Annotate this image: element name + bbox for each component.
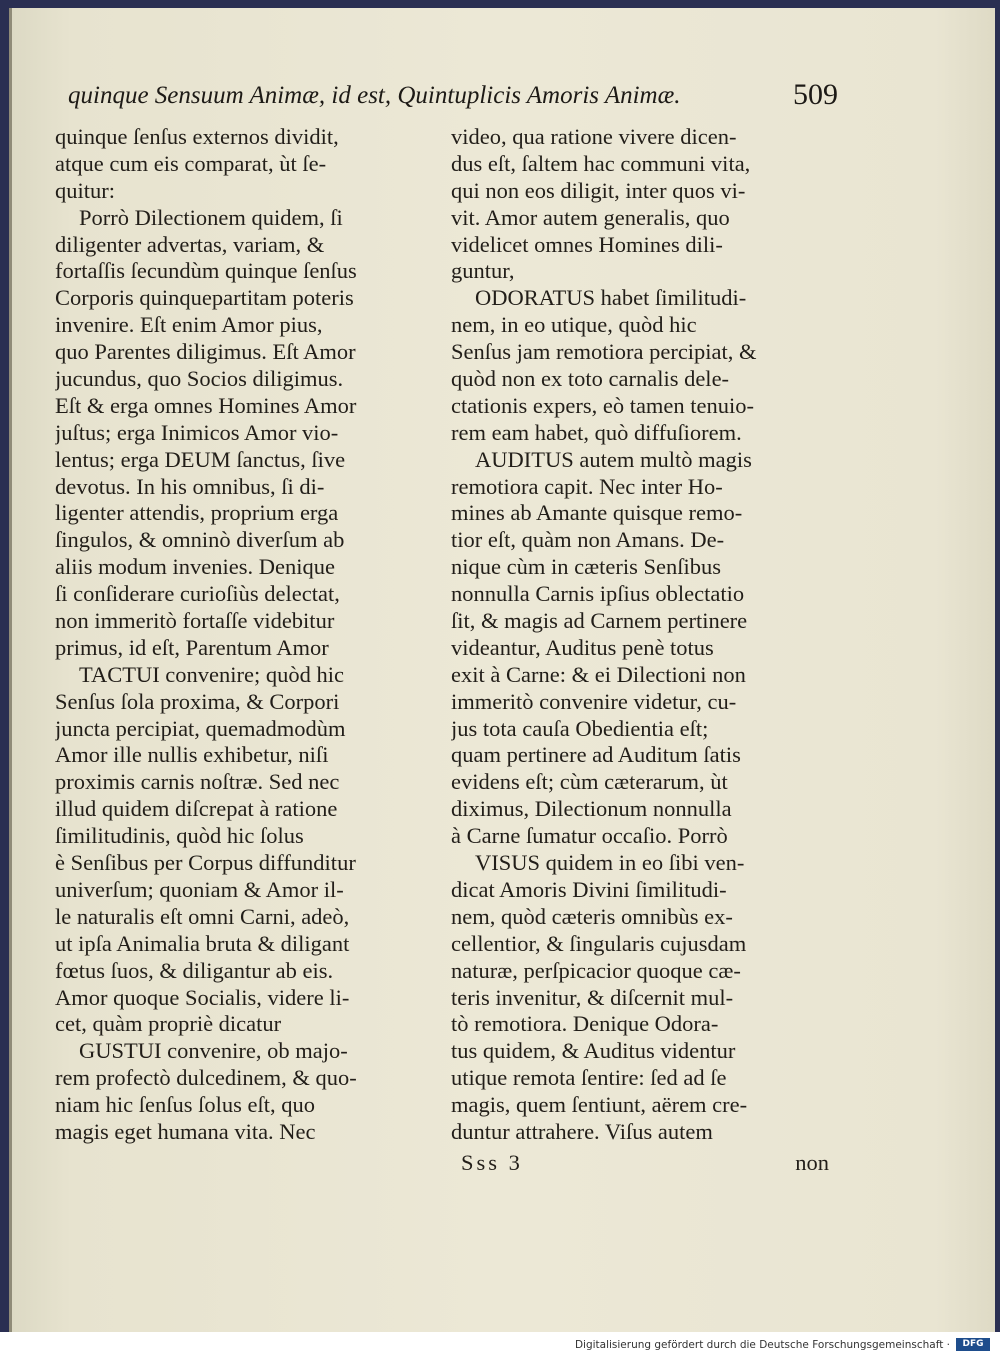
- left-column-line: devotus. In his omnibus, ſi di-: [55, 473, 325, 499]
- right-column-line: rem eam habet, quò diffuſiorem.: [451, 419, 742, 445]
- right-column-line: nem, in eo utique, quòd hic: [451, 312, 697, 338]
- left-column-line: Eſt & erga omnes Homines Amor: [55, 392, 357, 418]
- left-column-line: ligenter attendis, proprium erga: [55, 500, 339, 526]
- left-column-line: è Senſibus per Corpus diffunditur: [55, 850, 356, 876]
- right-column-line: dus eſt, ſaltem hac communi vita,: [451, 150, 751, 176]
- right-column-line: nem, quòd cæteris omnibùs ex-: [451, 903, 733, 929]
- right-column-line: AUDITUS autem multò magis: [475, 446, 752, 472]
- right-column-line: jus tota cauſa Obedientia eſt;: [451, 715, 709, 741]
- left-column-line: illud quidem diſcrepat à ratione: [55, 796, 338, 822]
- left-column-line: fortaſſis ſecundùm quinque ſenſus: [55, 258, 357, 284]
- left-column-line: magis eget humana vita. Nec: [55, 1118, 316, 1144]
- left-column-line: ſi conſiderare curioſiùs delectat,: [55, 581, 340, 607]
- left-column-line: juncta percipiat, quemadmodùm: [55, 715, 346, 741]
- right-column-line: nonnulla Carnis ipſius oblectatio: [451, 581, 745, 607]
- left-column-line: ſingulos, & omninò diverſum ab: [55, 527, 345, 553]
- right-column-line: naturæ, perſpicacior quoque cæ-: [451, 957, 741, 983]
- left-column-line: non immeritò fortaſſe videbitur: [55, 608, 335, 634]
- left-column-line: fœtus ſuos, & diligantur ab eis.: [55, 957, 334, 983]
- right-column-line: ODORATUS habet ſimilitudi-: [475, 285, 747, 311]
- left-column-line: rem profectò dulcedinem, & quo-: [55, 1065, 357, 1091]
- left-column-line: invenire. Eſt enim Amor pius,: [55, 312, 323, 338]
- right-column-line: duntur attrahere. Viſus autem: [451, 1118, 713, 1144]
- left-column-line: quo Parentes diligimus. Eſt Amor: [55, 339, 356, 365]
- left-column-line: niam hic ſenſus ſolus eſt, quo: [55, 1092, 315, 1118]
- right-column-line: ſit, & magis ad Carnem pertinere: [451, 608, 748, 634]
- left-column-line: quitur:: [55, 177, 115, 203]
- credit-text: Digitalisierung gefördert durch die Deutsche Forschungsgemeinschaft ·: [574, 1339, 950, 1351]
- right-column-line: evidens eſt; cùm cæterarum, ùt: [451, 769, 728, 795]
- right-column-line: dicat Amoris Divini ſimilitudi-: [451, 876, 727, 902]
- left-column-line: juſtus; erga Inimicos Amor vio-: [55, 419, 339, 445]
- signature-mark: Sss 3: [461, 1150, 523, 1175]
- right-column-line: videantur, Auditus penè totus: [451, 634, 714, 660]
- left-column-line: aliis modum invenies. Denique: [55, 554, 335, 580]
- left-column-line: Amor ille nullis exhibetur, niſi: [55, 742, 329, 768]
- left-column-line: GUSTUI convenire, ob majo-: [79, 1038, 348, 1064]
- right-column-line: immeritò convenire videtur, cu-: [451, 688, 737, 714]
- right-column-line: qui non eos diligit, inter quos vi-: [451, 177, 746, 203]
- left-column-line: ut ipſa Animalia bruta & diligant: [55, 930, 350, 956]
- right-text-column: [451, 124, 837, 1146]
- right-column-line: mines ab Amante quisque remo-: [451, 500, 743, 526]
- left-column-line: Amor quoque Socialis, videre li-: [55, 984, 350, 1010]
- left-column-line: cet, quàm propriè dicatur: [55, 1011, 282, 1037]
- running-head: [68, 78, 838, 122]
- right-column-line: quam pertinere ad Auditum ſatis: [451, 742, 741, 768]
- right-column-line: magis, quem ſentiunt, aërem cre-: [451, 1092, 748, 1118]
- left-column-line: jucundus, quo Socios diligimus.: [55, 366, 344, 392]
- left-column-line: le naturalis eſt omni Carni, adeò,: [55, 903, 350, 929]
- left-column-line: Corporis quinquepartitam poteris: [55, 285, 354, 311]
- dfg-logo: DFG: [956, 1338, 990, 1351]
- right-column-line: utique remota ſentire: ſed ad ſe: [451, 1065, 727, 1091]
- right-column-line: ctationis expers, eò tamen tenuio-: [451, 392, 755, 418]
- right-column-line: video, qua ratione vivere dicen-: [451, 124, 737, 149]
- running-title: quinque Sensuum Animæ, id est, Quintuplicis Amoris Animæ.: [68, 82, 681, 109]
- right-column-line: videlicet omnes Homines dili-: [451, 231, 723, 257]
- left-column-line: Porrò Dilectionem quidem, ſi: [79, 204, 343, 230]
- page-number: 509: [793, 78, 838, 111]
- left-column-line: Senſus ſola proxima, & Corpori: [55, 688, 340, 714]
- left-column-line: proximis carnis noſtræ. Sed nec: [55, 769, 340, 795]
- left-column-line: TACTUI convenire; quòd hic: [79, 661, 345, 687]
- left-text-column: [55, 124, 433, 1146]
- left-column-line: ſimilitudinis, quòd hic ſolus: [55, 823, 304, 849]
- right-column-line: remotiora capit. Nec inter Ho-: [451, 473, 723, 499]
- right-column-line: guntur,: [451, 258, 515, 284]
- left-column-line: diligenter advertas, variam, &: [55, 231, 325, 257]
- left-column-line: univerſum; quoniam & Amor il-: [55, 876, 344, 902]
- right-column-line: vit. Amor autem generalis, quo: [451, 204, 730, 230]
- page-foot-line: [451, 1150, 837, 1178]
- right-column-line: nique cùm in cæteris Senſibus: [451, 554, 721, 580]
- right-column-line: tò remotiora. Denique Odora-: [451, 1011, 719, 1037]
- catchword: non: [795, 1150, 829, 1175]
- right-column-line: tior eſt, quàm non Amans. De-: [451, 527, 725, 553]
- right-column-line: VISUS quidem in eo ſibi ven-: [475, 850, 745, 876]
- digitization-credit-bar: [0, 1332, 1000, 1356]
- left-column-line: primus, id eſt, Parentum Amor: [55, 634, 329, 660]
- right-column-line: diximus, Dilectionum nonnulla: [451, 796, 732, 822]
- right-column-line: quòd non ex toto carnalis dele-: [451, 366, 730, 392]
- left-column-line: atque cum eis comparat, ùt ſe-: [55, 150, 327, 176]
- right-column-line: à Carne ſumatur occaſio. Porrò: [451, 823, 728, 849]
- right-column-line: exit à Carne: & ei Dilectioni non: [451, 661, 746, 687]
- right-column-line: cellentior, & ſingularis cujusdam: [451, 930, 747, 956]
- right-column-line: Senſus jam remotiora percipiat, &: [451, 339, 757, 365]
- right-column-line: tus quidem, & Auditus videntur: [451, 1038, 736, 1064]
- right-column-line: teris invenitur, & diſcernit mul-: [451, 984, 734, 1010]
- left-column-line: quinque ſenſus externos dividit,: [55, 124, 339, 149]
- left-column-line: lentus; erga DEUM ſanctus, ſive: [55, 446, 346, 472]
